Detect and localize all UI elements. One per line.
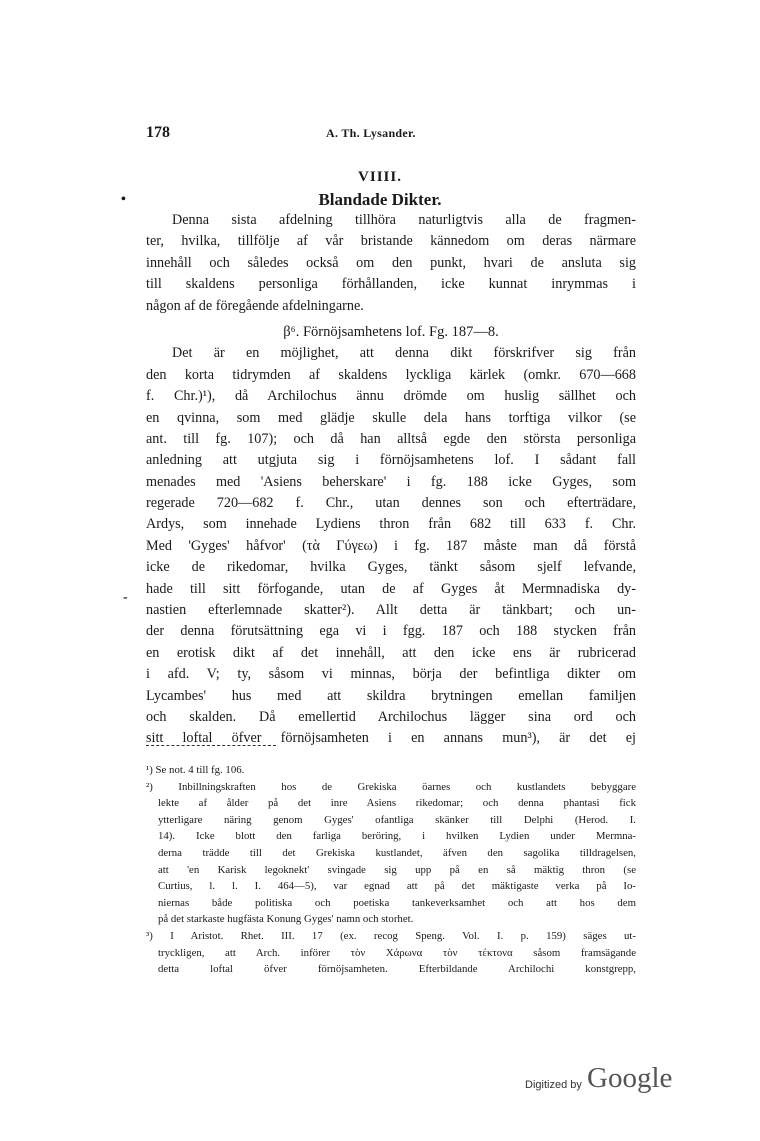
- text-line: nastien efterlemnade skatter²). Allt detta är tänkbart; och un-: [146, 602, 636, 619]
- footnote-text: I Aristot. Rhet. III. 17 (ex. recog Speng. Vol. I. p. 159) säges ut-: [170, 929, 637, 942]
- text-line: Denna sista afdelning tillhöra naturligtvis alla de fragmen-: [172, 212, 636, 228]
- page-header: [146, 124, 636, 144]
- text-line: ter, hvilka, tillfölje af vår bristande kännedom om deras närmare: [146, 233, 636, 250]
- text-line: och skalden. Då emellertid Archilochus lägger sina ord och: [146, 708, 636, 725]
- text-line: anledning att utgjuta sig i förnöjsamhetens lof. I sådant fall: [146, 452, 636, 469]
- footnote-text: Se not. 4 till fg. 106.: [155, 764, 245, 776]
- text-line: en erotisk dikt af det innehåll, att den icke ens är rubricerad: [146, 644, 636, 661]
- footnote-line: detta loftal öfver förnöjsamheten. Efterbildande Archilochi konstgrepp,: [158, 963, 636, 976]
- text-line: Med 'Gyges' håfvor' (τὰ Γύγεω) i fg. 187 måste man då förstå: [146, 537, 636, 554]
- text-line: den korta tidrymden af skaldens lyckliga kärlek (omkr. 670—668: [146, 366, 636, 383]
- text-line: i afd. V; ty, såsom vi minnas, börja der befintliga dikter om: [146, 666, 636, 683]
- section-title: Blandade Dikter.: [318, 190, 442, 209]
- footnote-line: Curtius, l. l. I. 464—5), var egnad att på det mäktigaste verka på Io-: [158, 880, 636, 893]
- footnote-line: niernas både politiska och poetiska tankeverksamhet och att hos dem: [158, 896, 636, 909]
- google-logo: Google: [587, 1062, 673, 1094]
- text-line: till skaldens personliga förhållanden, icke kunnat inrymmas i: [146, 276, 636, 293]
- text-line: hade till sitt förfogande, utan de af Gyges åt Mermnadiska dy-: [146, 580, 636, 597]
- watermark-prefix: Digitized by: [525, 1079, 582, 1091]
- footnote-line: [146, 779, 636, 796]
- text-line: någon af de föregående afdelningarne.: [146, 297, 364, 314]
- text-line: innehåll och således också om den punkt, hvari de ansluta sig: [146, 254, 636, 271]
- margin-mark: -: [123, 590, 128, 605]
- digitized-watermark: [525, 1062, 685, 1096]
- text-line: der denna förutsättning ega vi i fgg. 187 och 188 stycken från: [146, 623, 636, 640]
- footnotes: [146, 762, 636, 978]
- text-line: f. Chr.)¹), då Archilochus ännu drömde om huslig sällhet och: [146, 388, 636, 405]
- footnote-line: tryckligen, att Arch. införer τὸν Χάρωνα τὸν τέκτονα såsom framsägande: [158, 946, 636, 959]
- footnote-line: på det starkaste hugfästa Konung Gyges' namn och storhet.: [158, 913, 414, 926]
- text-line: Lycambes' hus med att skildra brytningen emellan familjen: [146, 687, 636, 704]
- footnote-line: att 'en Karisk legoknekt' svingade sig upp på en så mäktig thron (se: [158, 863, 636, 876]
- body-text: [146, 210, 636, 750]
- margin-mark: •: [121, 192, 126, 207]
- poem-heading: β⁶. Förnöjsamhetens lof. Fg. 187—8.: [283, 323, 499, 340]
- footnote-line: lekte af ålder på det inre Asiens rikedomar; och denna phantasi fick: [158, 797, 636, 810]
- page-number: 178: [146, 124, 170, 141]
- text-line: Ardys, som innehade Lydiens thron från 682 till 633 f. Chr.: [146, 516, 636, 533]
- text-line: ant. till fg. 107); och då han alltså egde den största personliga: [146, 430, 636, 447]
- section-number: VIIII.: [358, 169, 402, 185]
- text-line: icke de rikedomar, hvilka Gyges, tänkt såsom sjelf lefvande,: [146, 559, 636, 576]
- footnote-line: [146, 928, 636, 945]
- footnote-line: 14). Icke blott den farliga beröring, i hvilken Lydien under Mermna-: [158, 830, 636, 843]
- footnote-line: ytterligare näring genom Gyges' ofantliga skänker till Delphi (Herod. I.: [158, 813, 636, 826]
- text-line: Det är en möjlighet, att denna dikt förskrifver sig från: [172, 345, 636, 362]
- footnote-rule: [146, 745, 276, 746]
- footnote-marker: ²): [146, 780, 153, 793]
- text-line: en qvinna, som med glädje skulle dela hans torftiga vilkor (se: [146, 409, 636, 426]
- footnote-marker: ¹): [146, 764, 153, 776]
- footnote-line: [146, 762, 636, 779]
- footnote-line: derna trädde till det Grekiska kustlandet, äfven den sagolika tilldragelsen,: [158, 846, 636, 859]
- text-line: regerade 720—682 f. Chr., utan dennes son och efterträdare,: [146, 495, 636, 512]
- text-line: menades med 'Asiens beherskare' i fg. 188 icke Gyges, som: [146, 473, 636, 490]
- running-head: A. Th. Lysander.: [326, 126, 416, 140]
- text-line: sitt loftal öfver förnöjsamheten i en annans mun³), är det ej: [146, 730, 636, 747]
- footnote-text: Inbillningskraften hos de Grekiska öarnes och kustlandets bebyggare: [178, 780, 637, 793]
- footnote-marker: ³): [146, 929, 153, 942]
